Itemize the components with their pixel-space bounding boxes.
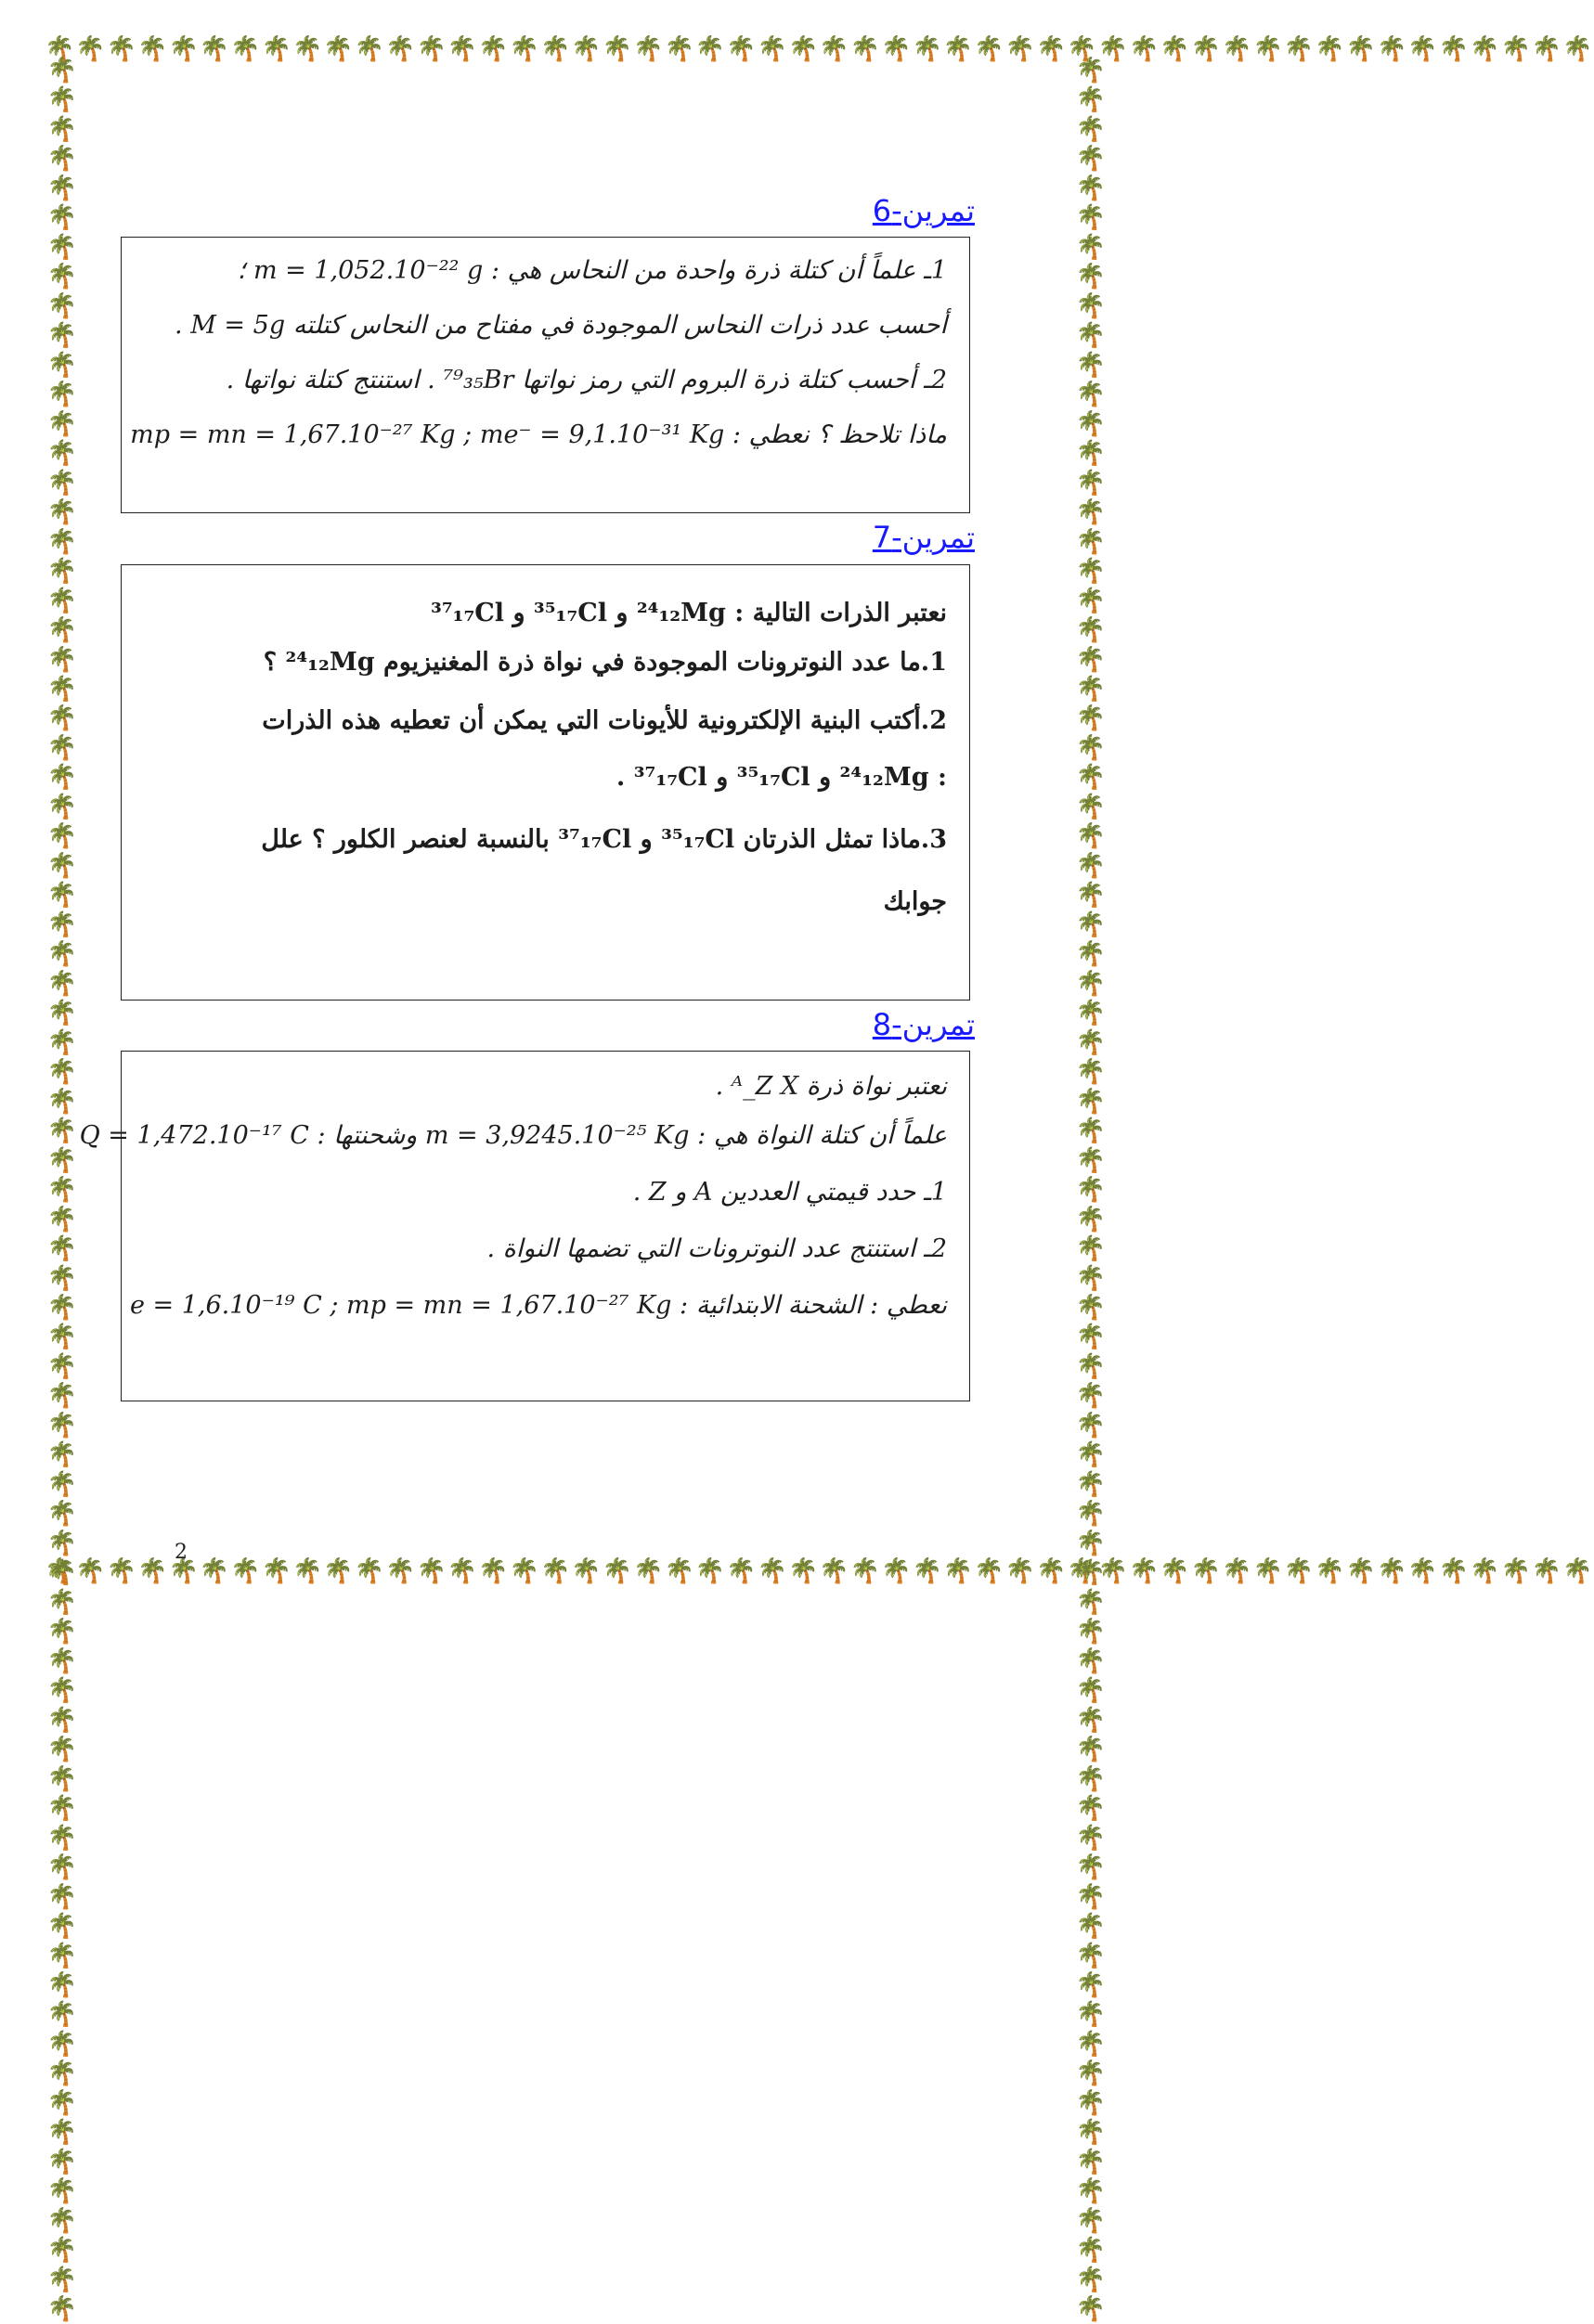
exercise-8-line-3: 1ـ حدد قيمتي العددين A و Z . bbox=[632, 1178, 947, 1207]
exercise-6-title: تمرين-6 bbox=[872, 193, 975, 228]
exercise-8-line-2: علماً أن كتلة النواة هي : m = 3,9245.10⁻²⁵ Kg وشحنتها : Q = 1,472.10⁻¹⁷ C bbox=[79, 1121, 947, 1150]
exercise-7-line-3: 2.أكتب البنية الإلكترونية للأيونات التي يمكن أن تعطيه هذه الذرات bbox=[262, 706, 947, 735]
exercise-7-box bbox=[121, 564, 970, 1001]
exercise-7-line-4: : ²⁴₁₂Mg و ³⁵₁₇Cl و ³⁷₁₇Cl . bbox=[616, 763, 947, 792]
exercise-6-line-1: 1ـ علماً أن كتلة ذرة واحدة من النحاس هي : m = 1,052.10⁻²² g ؛ bbox=[237, 256, 947, 285]
exercise-8-line-1: نعتبر نواة ذرة ᴬ_Z X . bbox=[715, 1072, 947, 1101]
palm-tree-icon: 🌴🌴🌴🌴🌴🌴🌴🌴🌴🌴🌴🌴🌴🌴🌴🌴🌴🌴🌴🌴🌴🌴🌴🌴🌴🌴🌴🌴🌴🌴🌴🌴🌴🌴🌴🌴🌴🌴🌴🌴🌴🌴🌴🌴🌴🌴🌴🌴🌴🌴🌴🌴🌴🌴🌴🌴🌴🌴🌴🌴🌴🌴🌴🌴🌴🌴🌴🌴🌴🌴🌴🌴🌴🌴🌴🌴🌴 bbox=[48, 56, 76, 2324]
exercise-7-title: تمرين-7 bbox=[872, 520, 975, 555]
exercise-6-line-2: أحسب عدد ذرات النحاس الموجودة في مفتاح من النحاس كتلته M = 5g . bbox=[175, 311, 947, 340]
palm-tree-icon: 🌴🌴🌴🌴🌴🌴🌴🌴🌴🌴🌴🌴🌴🌴🌴🌴🌴🌴🌴🌴🌴🌴🌴🌴🌴🌴🌴🌴🌴🌴🌴🌴🌴🌴🌴🌴🌴🌴🌴🌴🌴🌴🌴🌴🌴🌴🌴🌴🌴🌴 bbox=[45, 35, 1594, 63]
left-border bbox=[46, 56, 76, 2324]
exercise-8-line-4: 2ـ استنتج عدد النوترونات التي تضمها النواة . bbox=[486, 1234, 947, 1263]
right-border bbox=[1075, 56, 1105, 2324]
exercise-7-line-1: نعتبر الذرات التالية : ²⁴₁₂Mg و ³⁵₁₇Cl و ³⁷₁₇Cl bbox=[431, 599, 947, 627]
exercise-8-title: تمرين-8 bbox=[872, 1007, 975, 1042]
exercise-6-box bbox=[121, 237, 970, 513]
palm-tree-icon: 🌴🌴🌴🌴🌴🌴🌴🌴🌴🌴🌴🌴🌴🌴🌴🌴🌴🌴🌴🌴🌴🌴🌴🌴🌴🌴🌴🌴🌴🌴🌴🌴🌴🌴🌴🌴🌴🌴🌴🌴🌴🌴🌴🌴🌴🌴🌴🌴🌴🌴 bbox=[45, 1557, 1594, 1585]
exercise-6-line-4: ماذا تلاحظ ؟ نعطي : mp = mn = 1,67.10⁻²⁷ Kg ; me⁻ = 9,1.10⁻³¹ Kg bbox=[130, 420, 947, 449]
palm-tree-icon: 🌴🌴🌴🌴🌴🌴🌴🌴🌴🌴🌴🌴🌴🌴🌴🌴🌴🌴🌴🌴🌴🌴🌴🌴🌴🌴🌴🌴🌴🌴🌴🌴🌴🌴🌴🌴🌴🌴🌴🌴🌴🌴🌴🌴🌴🌴🌴🌴🌴🌴🌴🌴🌴🌴🌴🌴🌴🌴🌴🌴🌴🌴🌴🌴🌴🌴🌴🌴🌴🌴🌴🌴🌴🌴🌴🌴🌴 bbox=[1077, 56, 1105, 2324]
exercise-7-line-6: جوابك bbox=[883, 887, 947, 916]
bottom-border bbox=[45, 1557, 1594, 1587]
top-border bbox=[45, 35, 1594, 65]
exercise-7-line-2: 1.ما عدد النوترونات الموجودة في نواة ذرة المغنيزيوم ²⁴₁₂Mg ؟ bbox=[263, 648, 947, 677]
exercise-8-line-5: نعطي : الشحنة الابتدائية : e = 1,6.10⁻¹⁹ C ; mp = mn = 1,67.10⁻²⁷ Kg bbox=[129, 1291, 947, 1320]
exercise-6-line-3: 2ـ أحسب كتلة ذرة البروم التي رمز نواتها ⁷⁹₃₅Br . استنتج كتلة نواتها . bbox=[226, 366, 947, 394]
page-number: 2 bbox=[175, 1541, 188, 1564]
exercise-8-box bbox=[79, 1051, 970, 1401]
exercise-7-line-5: 3.ماذا تمثل الذرتان ³⁵₁₇Cl و ³⁷₁₇Cl بالنسبة لعنصر الكلور ؟ علل bbox=[261, 825, 947, 854]
